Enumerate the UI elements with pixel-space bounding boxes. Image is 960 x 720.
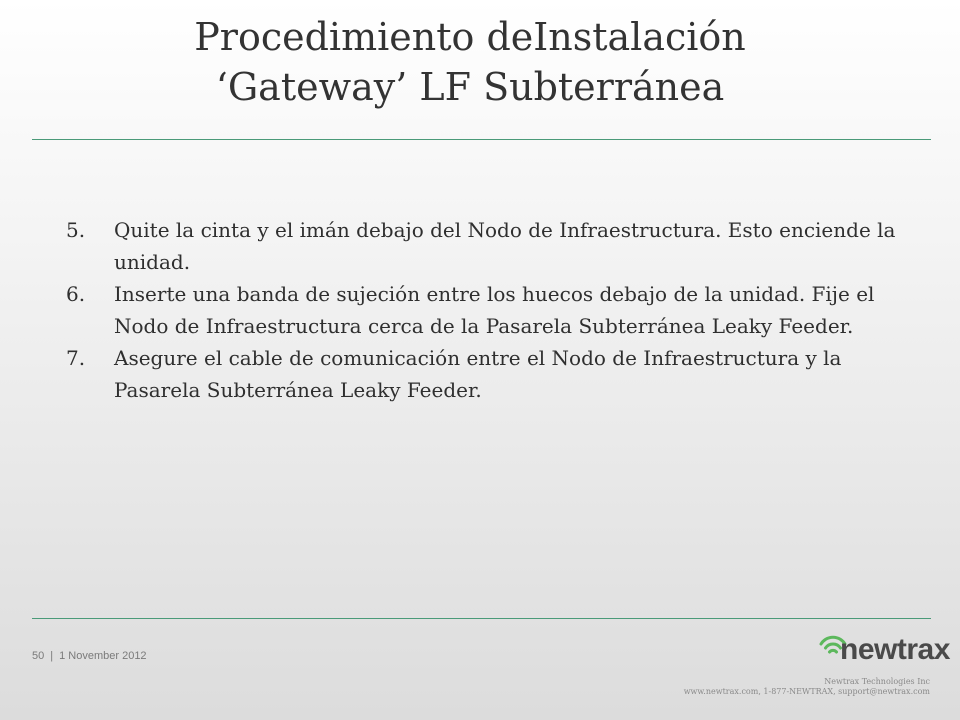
- step-number: 6.: [66, 282, 86, 306]
- slide-title: [60, 12, 880, 112]
- title-line-1: Procedimiento deInstalación: [194, 15, 746, 59]
- footer-separator: |: [50, 650, 54, 662]
- step-text: Inserte una banda de sujeción entre los huecos debajo de la unidad. Fije el Nodo de Infraestructura cerca de la Pasarela Subterránea Leaky Feeder.: [114, 282, 875, 338]
- list-item: [66, 278, 896, 342]
- step-number: 5.: [66, 218, 86, 242]
- company-info: [684, 677, 930, 697]
- step-text: Asegure el cable de comunicación entre el Nodo de Infraestructura y la Pasarela Subterránea Leaky Feeder.: [114, 346, 842, 402]
- footer-slide-info: [32, 650, 147, 662]
- bottom-divider: [32, 618, 931, 619]
- step-list: [66, 214, 896, 406]
- company-contact: www.newtrax.com, 1-877-NEWTRAX, support@newtrax.com: [683, 687, 930, 696]
- step-number: 7.: [66, 346, 86, 370]
- step-text: Quite la cinta y el imán debajo del Nodo de Infraestructura. Esto enciende la unidad.: [114, 218, 896, 274]
- company-name: Newtrax Technologies Inc: [824, 677, 930, 686]
- footer-date: 1 November 2012: [59, 650, 147, 662]
- newtrax-logo: [818, 630, 950, 670]
- page-number: 50: [32, 650, 45, 662]
- list-item: [66, 342, 896, 406]
- logo-wordmark: newtrax: [840, 633, 950, 666]
- list-item: [66, 214, 896, 278]
- title-line-2: ‘Gateway’ LF Subterránea: [215, 65, 725, 109]
- top-divider: [32, 139, 931, 140]
